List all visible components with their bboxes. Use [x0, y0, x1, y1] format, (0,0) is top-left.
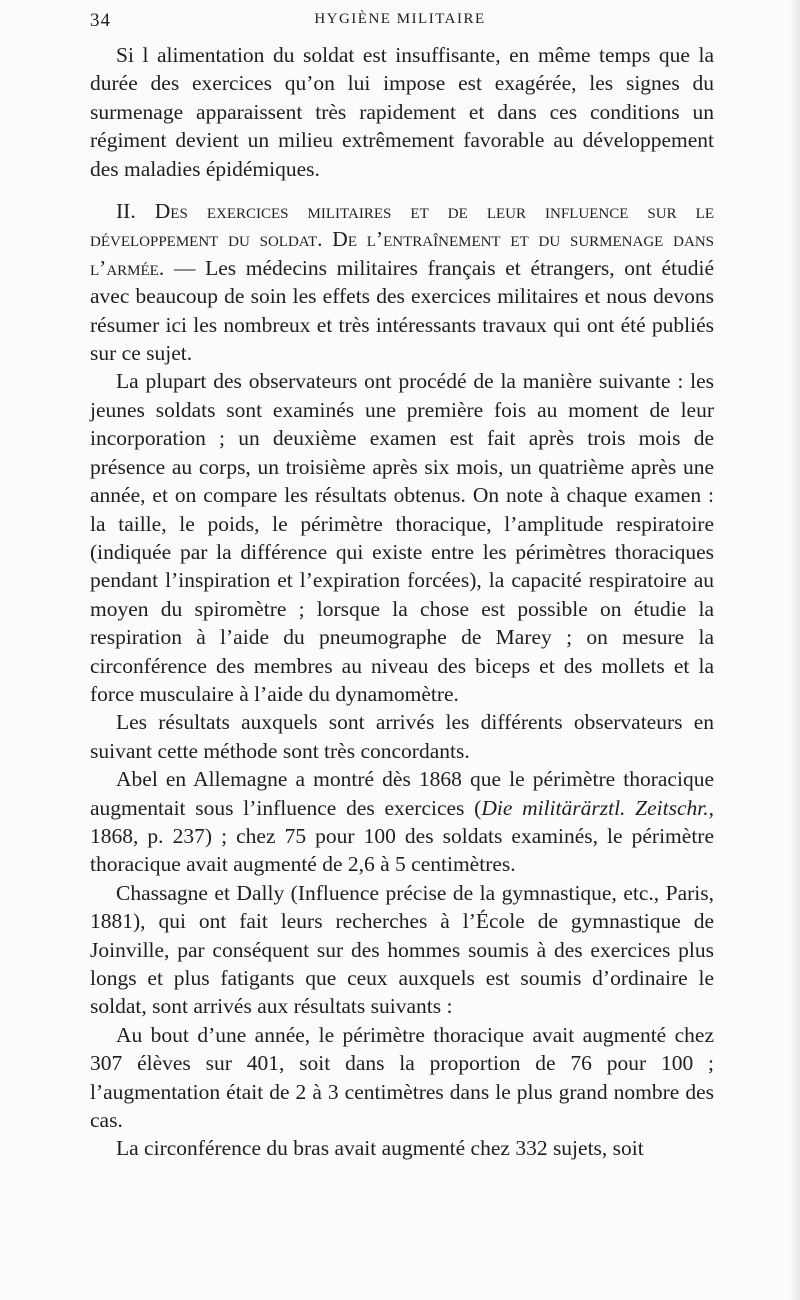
section-title: Des exercices militaires et de leur influence sur le développement du soldat.: [90, 199, 714, 252]
abel-text-b: , 1868, p. 237) ; chez 75 pour 100 des soldats examinés, le périmètre thoracique avait augmenté de 2,6 à 5 centimètres.: [90, 795, 714, 877]
paragraph-alimentation: Si l alimentation du soldat est insuffisante, en même temps que la durée des exercices qu’on lui impose est exagérée, les signes du surmenage apparaissent très rapidement et dans ces conditions un régiment devient un milieu extrêmement favorable au développement des maladies épidémiques.: [90, 43, 714, 181]
running-title: HYGIÈNE MILITAIRE: [314, 11, 486, 27]
paragraph-resultats: Les résultats auxquels sont arrivés les différents observateurs en suivant cette méthode sont très concordants.: [90, 710, 714, 763]
paragraph-bras: La circonférence du bras avait augmenté chez 332 sujets, soit: [116, 1136, 644, 1161]
paragraph-abel: [90, 765, 714, 879]
paragraph-methode: La plupart des observateurs ont procédé de la manière suivante : les jeunes soldats sont examinés une première fois au moment de leur incorporation ; un deuxième examen est fait après trois mois de présence au corps, un troisième après six mois, un quatrième après une année, et on compare les résultats obtenus. On note à chaque examen : la taille, le poids, le périmètre thoracique, l’amplitude respiratoire (indiquée par la différence qui existe entre les périmètres thoraciques pendant l’inspiration et l’expiration forcées), la capacité respiratoire au moyen du spiromètre ; lorsque la chose est possible on étudie la respiration à l’aide du pneumographe de Marey ; on mesure la circonférence des membres au niveau des biceps et des mollets et la force musculaire à l’aide du dynamomètre.: [90, 369, 714, 706]
paragraph-section-ii: [90, 197, 714, 367]
section-subtitle: De l’entraînement et du surmenage dans l’armée.: [90, 227, 714, 280]
body-text: [90, 41, 714, 1163]
page-number: 34: [90, 10, 111, 31]
page-edge-shadow: [790, 0, 800, 1300]
section-number: II.: [116, 199, 155, 224]
abel-citation: Die militärärztl. Zeitschr.: [481, 795, 709, 820]
paragraph-chassagne: Chassagne et Dally (Influence précise de la gymnastique, etc., Paris, 1881), qui ont fait leurs recherches à l’École de gymnastique de Joinville, par conséquent sur des hommes soumis à des exercices plus longs et plus fatigants que ceux auxquels est soumis d’ordinaire le soldat, sont arrivés aux résultats suivants :: [90, 880, 714, 1019]
section-intro-text: — Les médecins militaires français et étrangers, ont étudié avec beaucoup de soin les effets des exercices militaires et nous devons résumer ici les nombreux et très intéressants travaux qui ont été publiés sur ce sujet.: [90, 255, 714, 366]
abel-text-a: Abel en Allemagne a montré dès 1868 que le périmètre thoracique augmentait sous l’influence des exercices (: [90, 767, 714, 820]
paragraph-annee: Au bout d’une année, le périmètre thoracique avait augmenté chez 307 élèves sur 401, soit dans la proportion de 76 pour 100 ; l’augmentation était de 2 à 3 centimètres dans le plus grand nombre des cas.: [90, 1022, 714, 1133]
running-head: [90, 10, 710, 38]
